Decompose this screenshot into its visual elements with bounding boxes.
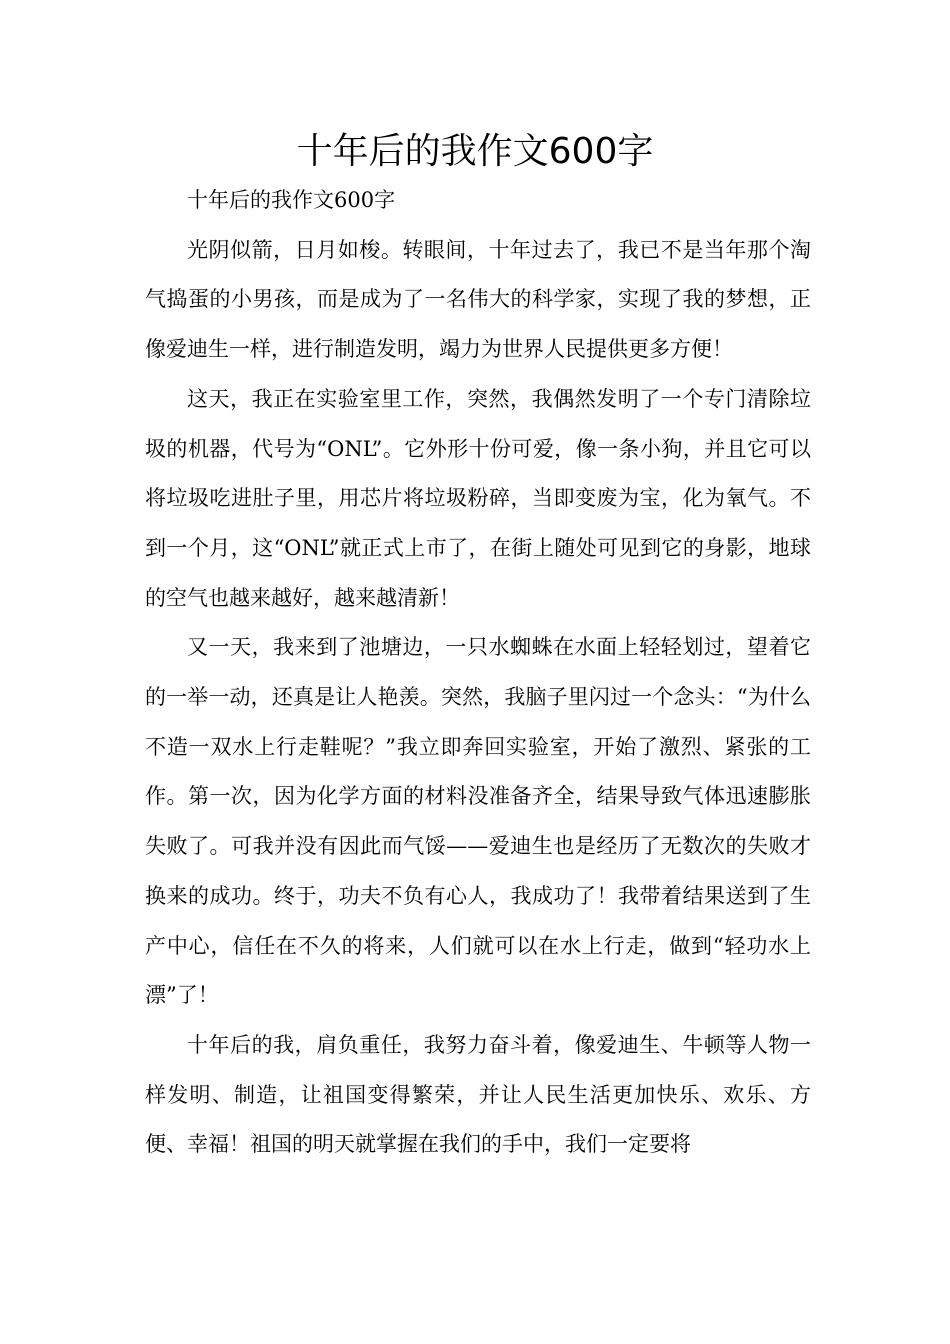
paragraph: 这天，我正在实验室里工作，突然，我偶然发明了一个专门清除垃圾的机器，代号为“ONL”。它外形十份可爱，像一条小狗，并且它可以将垃圾吃进肚子里，用芯片将垃圾粉碎，当即变废为宝，化为氧气。不到一个月，这“ONL”就正式上市了，在街上随处可见到它的身影，地球的空气也越来越好，越来越清新！ bbox=[145, 386, 811, 610]
paragraph-subtitle: 十年后的我作文600字 bbox=[187, 188, 396, 212]
paragraph: 光阴似箭，日月如梭。转眼间，十年过去了，我已不是当年那个淘气捣蛋的小男孩，而是成为了一名伟大的科学家，实现了我的梦想，正像爱迪生一样，进行制造发明，竭力为世界人民提供更多方便！ bbox=[145, 237, 811, 362]
paragraph: 十年后的我，肩负重任，我努力奋斗着，像爱迪生、牛顿等人物一样发明、制造，让祖国变得繁荣，并让人民生活更加快乐、欢乐、方便、幸福！祖国的明天就掌握在我们的手中，我们一定要将 bbox=[145, 1032, 811, 1157]
page-title: 十年后的我作文600字 bbox=[296, 131, 654, 172]
paragraph: 又一天，我来到了池塘边，一只水蜘蛛在水面上轻轻划过，望着它的一举一动，还真是让人艳羡。突然，我脑子里闪过一个念头：“为什么不造一双水上行走鞋呢？”我立即奔回实验室，开始了激烈、紧张的工作。第一次，因为化学方面的材料没准备齐全，结果导致气体迅速膨胀失败了。可我并没有因此而气馁——爱迪生也是经历了无数次的失败才换来的成功。终于，功夫不负有心人，我成功了！我带着结果送到了生产中心，信任在不久的将来，人们就可以在水上行走，做到“轻功水上漂”了！ bbox=[145, 635, 811, 1008]
article-body bbox=[145, 176, 811, 1170]
